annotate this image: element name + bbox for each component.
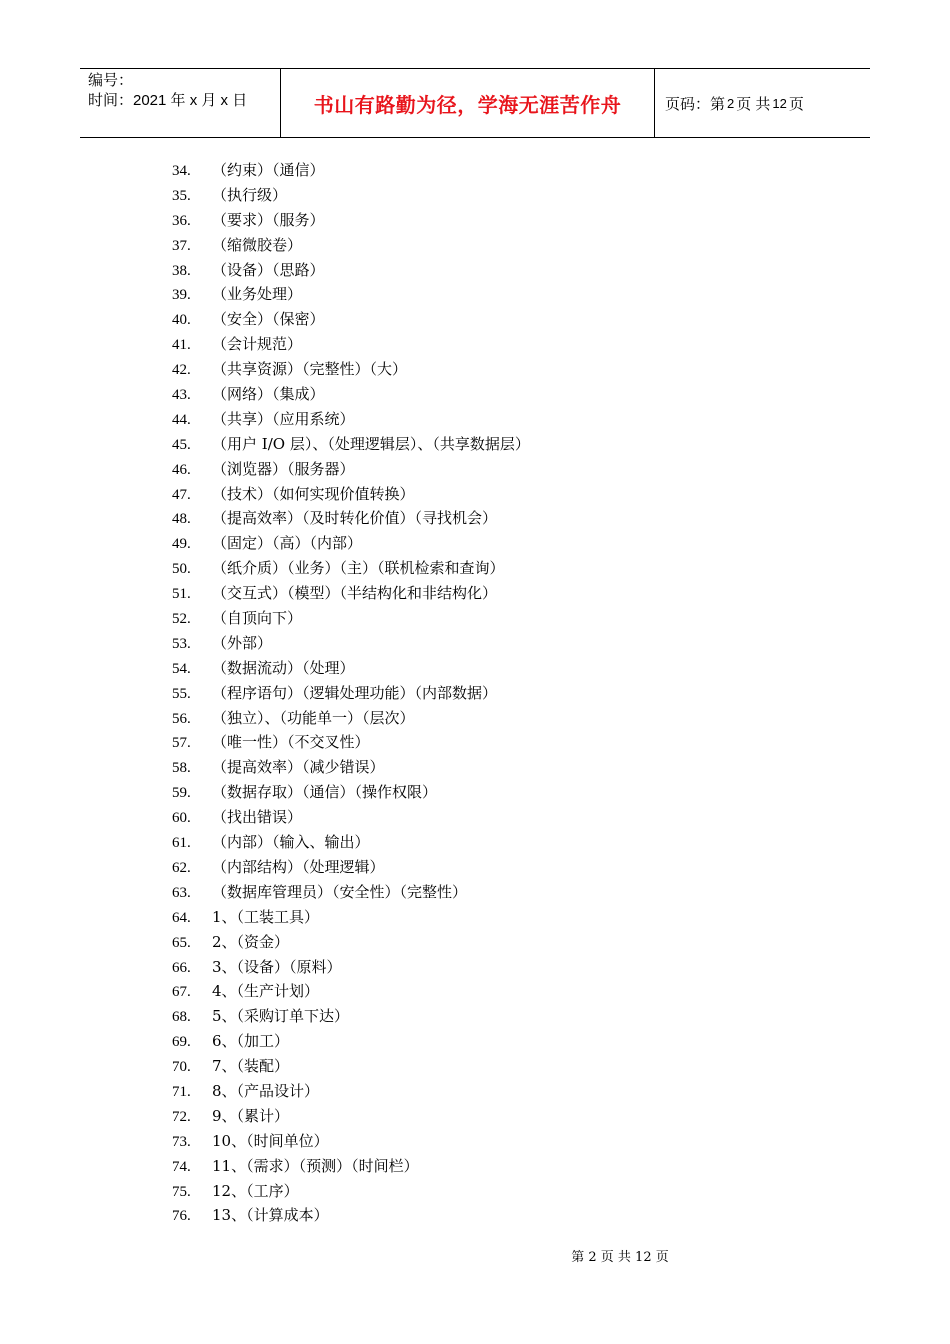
item-text: （安全）（保密） [212,310,325,329]
list-item [172,556,530,581]
list-item [172,930,530,955]
item-number: 55. [172,685,191,702]
item-text: （共享）（应用系统） [212,409,355,428]
item-text: 6、（加工） [212,1032,290,1051]
list-item [172,805,530,830]
item-number: 53. [172,635,191,652]
list-item [172,531,530,556]
item-text: （数据流动）（处理） [212,658,355,677]
item-number: 68. [172,1009,191,1026]
list-item [172,208,530,233]
list-item [172,706,530,731]
list-item [172,606,530,631]
item-number: 44. [172,411,191,428]
list-item [172,681,530,706]
item-text: （网络）（集成） [212,385,325,404]
item-number: 38. [172,262,191,279]
list-item [172,407,530,432]
list-item [172,1154,530,1179]
item-number: 43. [172,387,191,404]
header-page-info [655,69,870,137]
item-text: （约束）（通信） [212,161,325,179]
item-text: （内部）（输入、输出） [212,833,370,852]
list-item [172,457,530,482]
item-text: （纸介质）（业务）（主）（联机检索和查询） [212,559,505,578]
item-number: 56. [172,710,191,727]
list-item [172,1054,530,1079]
item-text: （内部结构）（处理逻辑） [212,857,385,876]
list-item [172,382,530,407]
item-text: 13、（计算成本） [212,1206,329,1225]
page-suffix: 页 [788,95,804,113]
list-item [172,1079,530,1104]
footer-page-number: 第 2 页 共 12 页 [571,1250,669,1265]
list-item [172,183,530,208]
item-text: （执行级） [212,185,288,204]
item-number: 48. [172,511,191,528]
list-item [172,780,530,805]
item-text: 4、（生产计划） [212,982,320,1001]
item-text: （固定）（高）（内部） [212,534,363,553]
list-item [172,979,530,1004]
list-item [172,258,530,283]
item-number: 63. [172,884,191,901]
item-number: 62. [172,859,191,876]
list-item [172,506,530,531]
header-meta [80,69,281,137]
list-item [172,1129,530,1154]
item-number: 70. [172,1059,191,1076]
item-number: 57. [172,735,191,752]
item-text: 9、（累计） [212,1106,290,1125]
item-number: 46. [172,461,191,478]
item-text: （提高效率）（及时转化价值）（寻找机会） [212,509,498,528]
item-text: （找出错误） [212,808,303,827]
page-prefix: 页码：第 [665,95,726,113]
item-number: 45. [172,436,191,453]
time-label: 时间：2021 年 x 月 x 日 [88,92,248,109]
list-item [172,656,530,681]
item-text: 8、（产品设计） [212,1081,320,1100]
item-number: 58. [172,760,191,777]
list-item [172,158,530,183]
list-item [172,631,530,656]
item-number: 60. [172,810,191,827]
item-text: （技术）（如何实现价值转换） [212,484,415,503]
list-item [172,1203,530,1228]
list-item [172,1179,530,1204]
item-number: 36. [172,212,191,229]
list-item [172,357,530,382]
number-label: 编号： [88,72,134,89]
item-number: 34. [172,163,191,179]
list-item [172,233,530,258]
item-text: （提高效率）（减少错误） [212,758,385,777]
item-number: 69. [172,1034,191,1051]
item-number: 52. [172,611,191,628]
item-text: （浏览器）（服务器） [212,459,355,478]
item-number: 66. [172,959,191,976]
item-text: （自顶向下） [212,609,303,628]
list-item [172,1104,530,1129]
list-item [172,855,530,880]
item-number: 41. [172,337,191,354]
list-item [172,730,530,755]
list-item [172,581,530,606]
list-item [172,905,530,930]
item-number: 39. [172,287,191,304]
list-item [172,830,530,855]
page-header [80,68,870,138]
item-number: 71. [172,1083,191,1100]
item-text: （用户 I/O 层）、（处理逻辑层）、（共享数据层） [212,434,530,453]
header-motto: 书山有路勤为径，学海无涯苦作舟 [281,69,655,137]
item-text: （业务处理） [212,285,303,304]
item-text: 11、（需求）（预测）（时间栏） [212,1156,419,1175]
list-item [172,955,530,980]
item-number: 54. [172,660,191,677]
item-number: 64. [172,909,191,926]
item-number: 75. [172,1183,191,1200]
item-number: 35. [172,187,191,204]
item-number: 50. [172,561,191,578]
item-number: 59. [172,785,191,802]
item-text: 1、（工装工具） [212,907,320,926]
item-text: （数据库管理员）（安全性）（完整性） [212,882,468,901]
item-text: 2、（资金） [212,932,290,951]
list-item [172,880,530,905]
item-number: 74. [172,1158,191,1175]
item-number: 42. [172,362,191,379]
page-mid: 页 共 [736,95,771,113]
item-number: 67. [172,984,191,1001]
item-text: （设备）（思路） [212,260,325,279]
item-text: （会计规范） [212,335,303,354]
item-number: 61. [172,835,191,852]
item-number: 37. [172,237,191,254]
item-number: 40. [172,312,191,329]
list-item [172,307,530,332]
list-item [172,1029,530,1054]
page-footer [0,1246,950,1265]
item-text: 12、（工序） [212,1181,299,1200]
item-text: 7、（装配） [212,1057,290,1076]
item-number: 76. [172,1208,191,1225]
item-text: （程序语句）（逻辑处理功能）（内部数据） [212,683,498,702]
list-item [172,282,530,307]
item-text: （缩微胶卷） [212,235,303,254]
item-number: 51. [172,586,191,603]
item-text: （要求）（服务） [212,210,325,229]
item-text: 3、（设备）（原料） [212,957,342,976]
item-number: 73. [172,1133,191,1150]
page-current: 2 [727,95,735,111]
item-text: （唯一性）（不交叉性） [212,733,370,752]
item-number: 49. [172,536,191,553]
item-text: （数据存取）（通信）（操作权限） [212,783,438,802]
item-text: （共享资源）（完整性）（大） [212,360,408,379]
list-item [172,482,530,507]
item-text: 10、（时间单位） [212,1131,329,1150]
item-text: （交互式）（模型）（半结构化和非结构化） [212,584,498,603]
list-item [172,755,530,780]
answer-list [172,158,530,1228]
item-number: 65. [172,934,191,951]
list-item [172,432,530,457]
list-item [172,1004,530,1029]
item-number: 47. [172,486,191,503]
item-number: 72. [172,1108,191,1125]
item-text: （独立）、（功能单一）（层次） [212,708,415,727]
list-item [172,332,530,357]
page-total: 12 [772,95,787,111]
item-text: （外部） [212,633,273,652]
item-text: 5、（采购订单下达） [212,1007,350,1026]
